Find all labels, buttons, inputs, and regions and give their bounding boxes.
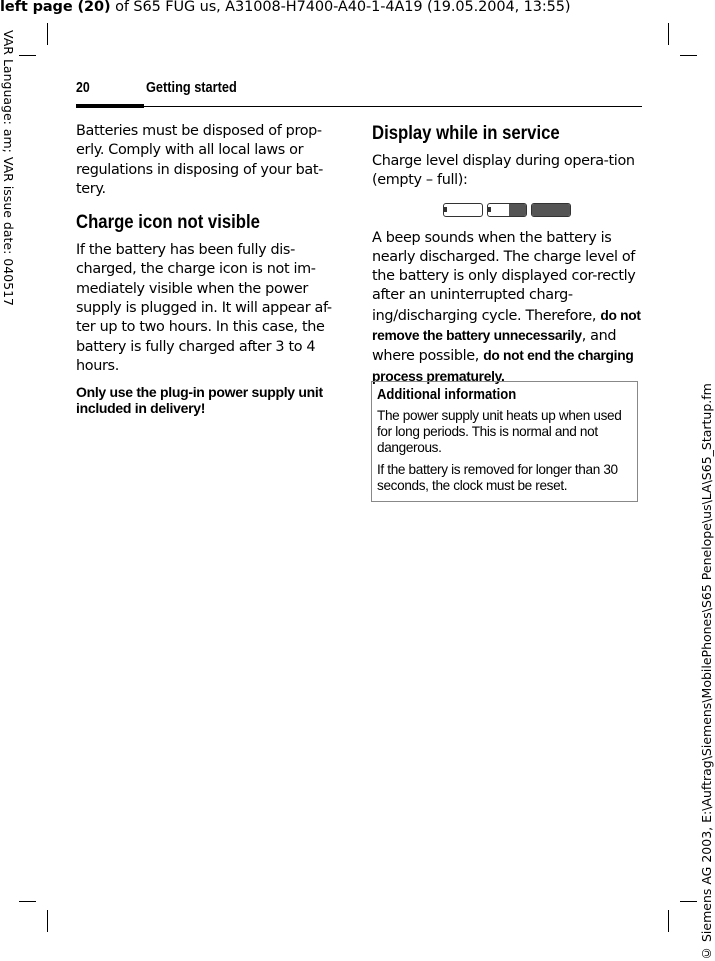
crop-mark: [668, 23, 669, 45]
beep-mid-text: , and where possible,: [372, 328, 617, 365]
display-service-heading: Display while in service: [372, 123, 560, 144]
beep-text: A beep sounds when the battery is nearly discharged. The charge level of the battery is only displayed cor-rectly after an uninterrupted charg-ing/discharging cycle. Therefore,: [372, 229, 636, 324]
running-head: [76, 80, 642, 108]
additional-info-box: [371, 381, 638, 502]
side-file-path: © Siemens AG 2003, E:\Auftrag\Siemens\MobilePhones\S65 Penelope\us\LA\S65_Startup.fm: [699, 383, 714, 961]
charge-icon-paragraph: If the battery has been fully dis-charged, the charge icon is not im-mediately visible when the power supply is plugged in. It will appear af-ter up to two hours. In this case, the battery is fully charged after 3 to 4 hours.: [76, 242, 332, 374]
crop-mark: [680, 55, 697, 56]
side-language-info: VAR Language: am; VAR issue date: 040517: [1, 30, 16, 306]
print-header-page: left page (20): [0, 0, 111, 15]
section-title: Getting started: [146, 80, 237, 96]
info-box-paragraph-heat: The power supply unit heats up when used for long periods. This is normal and not dangerous.: [377, 408, 622, 455]
print-header: [0, 0, 715, 15]
crop-mark: [668, 910, 669, 932]
battery-icons: [372, 203, 642, 217]
info-box-title: Additional information: [377, 387, 517, 403]
disposal-paragraph: Batteries must be disposed of prop-erly. Comply with all local laws or regulations in disposing of your bat-tery.: [76, 123, 323, 197]
emphasis-remove-battery: do not remove the battery unnecessarily: [372, 307, 641, 344]
print-header-file: of S65 FUG us, A31008-H7400-A40-1-4A19 (19.05.2004, 13:55): [110, 0, 571, 15]
battery-empty-icon: [443, 203, 483, 217]
crop-mark: [19, 55, 36, 56]
charge-level-paragraph: Charge level display during opera-tion (empty – full):: [372, 153, 635, 189]
battery-full-icon: [531, 203, 571, 217]
crop-mark: [47, 23, 48, 45]
beep-paragraph: [372, 229, 642, 387]
emphasis-charging: do not end the charging process prematurely.: [372, 348, 634, 384]
page-number: 20: [76, 80, 90, 96]
info-box-paragraph-clock: If the battery is removed for longer than 30 seconds, the clock must be reset.: [377, 462, 618, 493]
header-thick-rule: [76, 104, 144, 108]
crop-mark: [680, 901, 697, 902]
header-rule: [144, 106, 642, 107]
power-supply-note: Only use the plug-in power supply unit included in delivery!: [76, 384, 323, 417]
crop-mark: [47, 910, 48, 932]
charge-icon-heading: Charge icon not visible: [76, 212, 260, 234]
right-column: [372, 122, 642, 393]
crop-mark: [19, 901, 36, 902]
left-column: [76, 122, 346, 416]
battery-half-icon: [487, 203, 527, 217]
